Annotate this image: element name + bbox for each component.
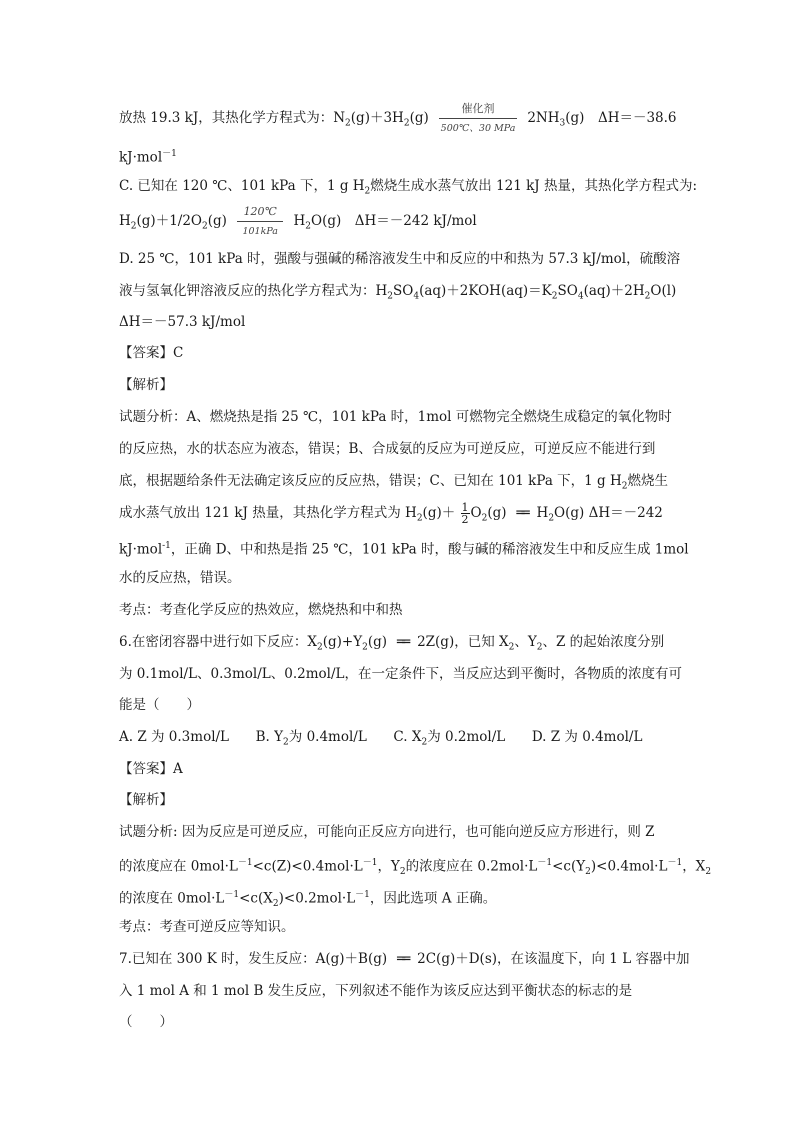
subscript: 2 [536,642,543,653]
text-line [119,282,676,306]
text: 【解析】 [119,377,173,393]
text: ，Y [377,858,400,875]
equation-line-c [119,205,477,237]
condition-label: 500℃、30 MPa [440,123,516,134]
text: 成水蒸气放出 121 kJ 热量，其热化学方程式为 H [119,505,417,521]
fraction [461,502,470,525]
text: )<0.2mol·L [278,890,356,907]
text: 、Y [514,634,537,650]
subscript: 2 [548,513,555,524]
text: (g) [207,213,227,229]
text-line [119,145,177,167]
analysis-label [119,791,173,809]
text: O [470,505,482,521]
text: <c(X [239,890,273,907]
text-line [119,886,496,913]
subscript: 2 [399,867,406,878]
option-d: D. Z 为 0.4mol/L [531,729,643,745]
subscript: 2 [130,221,137,232]
text: 【答案】C [119,345,184,361]
text: 的浓度在 0mol·L [119,890,225,907]
text: D. 25 ℃，101 kPa 时，强酸与强碱的稀溶液发生中和反应的中和热为 57.3 kJ/mol，硫酸溶 [119,251,681,267]
condition-top: 120℃ [243,205,277,218]
text-line [119,982,632,1000]
subscript: 2 [644,291,651,302]
text: (g)+Y [322,634,363,650]
subscript: 2 [421,737,428,748]
text: ，因此选项 A 正确。 [369,890,497,907]
subscript: 2 [362,642,368,653]
text: 能是（ ） [119,697,200,713]
text: (g)＋3H [350,110,404,126]
subscript: 3 [559,118,566,129]
question-7 [119,950,689,968]
subscript: 2 [585,867,591,878]
superscript: －1 [224,890,240,900]
arrow-bar [237,221,283,222]
text: H [536,505,549,521]
subscript: 2 [345,118,351,129]
subscript: 2 [621,481,628,492]
option-c: C. X [393,729,422,745]
subscript: 2 [283,737,289,748]
text: ΔH＝－57.3 kJ/mol [119,314,246,330]
text: H [293,213,306,229]
text: O(g) ΔH＝－242 [554,505,663,521]
text-line [119,696,200,714]
text: 底，根据题给条件无法确定该反应的反应热，错误；C、已知在 101 kPa 下，1 g H [119,473,622,489]
text-line [119,823,655,841]
text-line [119,408,672,426]
arrow-bar [439,118,517,119]
text: H [119,213,131,229]
text: 、Z 的起始浓度分别 [542,634,665,650]
question-6 [119,633,664,657]
subscript: 2 [305,221,312,232]
equation-line-analysis [119,502,663,528]
text: ，正确 D、中和热是指 25 ℃，101 kPa 时，酸与碱的稀溶液发生中和反应生成 1mol [170,541,689,558]
subscript: 2 [317,642,323,653]
reaction-arrow-catalyst [439,102,517,134]
key-point [119,601,403,619]
text: (g) [367,634,388,650]
text: kJ·mol [119,541,163,558]
text: 为 0.2mol/L [427,729,506,745]
text: 液与氢氧化钾溶液反应的热化学方程式为：H [119,283,388,299]
text: 试题分析: 因为反应是可逆反应，可能向正反应方向进行，也可能向逆反应方形进行，则 Z [119,824,655,840]
text: 考点：考查可逆反应等知识。 [119,919,295,935]
reversible-arrow: ══ [396,634,408,650]
subscript: 2 [387,291,394,302]
text: 6.在密闭容器中进行如下反应：X [119,634,317,650]
text: 的浓度应在 0.2mol·L [405,858,538,875]
text: 试题分析：A、燃烧热是指 25 ℃，101 kPa 时，1mol 可燃物完全燃烧生成稳定的氧化物时 [119,409,672,425]
text: ，X [682,858,706,875]
subscript: 2 [551,291,558,302]
text: 水的反应热，错误。 [119,570,241,586]
equation-line-b [119,102,677,134]
superscript: －1 [537,858,553,868]
options-row [119,728,642,752]
text-line [119,537,689,559]
text: 燃烧生成水蒸气放出 121 kJ 热量，其热化学方程式为: [370,178,698,194]
option-d [119,250,680,268]
fraction-denominator: 2 [461,513,469,526]
text: SO [557,283,578,299]
text: 7.已知在 300 K 时，发生反应：A(g)＋B(g) [119,951,388,967]
subscript: 2 [416,513,423,524]
text: (g)＋ [422,505,456,521]
text: (aq)＋2KOH(aq)＝K [419,283,552,299]
text: C. 已知在 120 ℃、101 kPa 下，1 g H [119,178,365,194]
subscript: 2 [364,186,371,197]
text: 入 1 mol A 和 1 mol B 发生反应，下列叙述不能作为该反应达到平衡状态的标志的是 [119,983,633,999]
reaction-arrow-condition [237,205,283,237]
text-line [119,440,655,458]
subscript: 2 [481,513,488,524]
analysis-label [119,376,173,394]
text: (aq)＋2H [583,283,645,299]
condition-bottom: 101kPa [242,226,278,237]
subscript: 2 [272,899,279,910]
subscript: 4 [413,291,420,302]
text: 考点：考查化学反应的热效应，燃烧热和中和热 [119,602,403,618]
text: 的浓度应在 0mol·L [119,858,238,875]
subscript: 2 [705,867,712,878]
subscript: 2 [508,642,515,653]
text: 2NH [527,110,560,126]
reversible-arrow: ══ [397,951,408,967]
option-c [119,177,697,201]
text: SO [393,283,414,299]
superscript: -1 [162,541,171,551]
fraction-numerator: 1 [461,501,469,514]
text: (g) ΔH＝－38.6 [565,110,677,126]
text-line [119,1013,173,1031]
answer-label [119,760,183,778]
answer-label [119,344,183,362]
key-point [119,918,295,936]
superscript: －1 [667,858,683,868]
text: kJ·mol [119,149,163,166]
text: 的反应热，水的状态应为液态，错误；B、合成氨的反应为可逆反应，可逆反应不能进行到 [119,441,656,457]
text: 燃烧生 [627,473,668,489]
text-line [119,665,682,683]
equal-arrow: ══ [516,505,527,521]
text: （ ） [119,1014,173,1030]
option-b: B. Y [255,729,284,745]
text: (g) [409,110,429,126]
text: 2C(g)＋D(s)，在该温度下，向 1 L 容器中加 [417,951,690,967]
text: (g)＋1/2O [136,213,202,229]
text: 2Z(g)，已知 X [417,634,509,650]
text-line [119,313,245,331]
text: 放热 19.3 kJ，其热化学方程式为：N [119,110,346,126]
option-a: A. Z 为 0.3mol/L [119,729,230,745]
superscript: －1 [362,858,378,868]
text: )<0.4mol·L [590,858,668,875]
text-line [119,472,668,496]
superscript: －1 [237,858,253,868]
subscript: 2 [403,118,410,129]
text: 为 0.4mol/L [288,729,367,745]
text: <c(Y [552,858,586,875]
subscript: 2 [202,221,208,232]
text: <c(Z)<0.4mol·L [252,858,363,875]
text: 【答案】A [119,761,183,777]
text-line [119,569,241,587]
text-line [119,854,711,881]
superscript: －1 [162,149,177,159]
text: 【解析】 [119,792,173,808]
text: O(l) [650,283,677,299]
text: 为 0.1mol/L、0.3mol/L、0.2mol/L，在一定条件下，当反应达到平衡时，各物质的浓度有可 [119,666,682,682]
subscript: 4 [577,291,584,302]
text: O(g) ΔH＝－242 kJ/mol [311,213,477,229]
text: (g) [487,505,507,521]
superscript: －1 [355,890,370,900]
catalyst-label: 催化剂 [461,102,495,115]
